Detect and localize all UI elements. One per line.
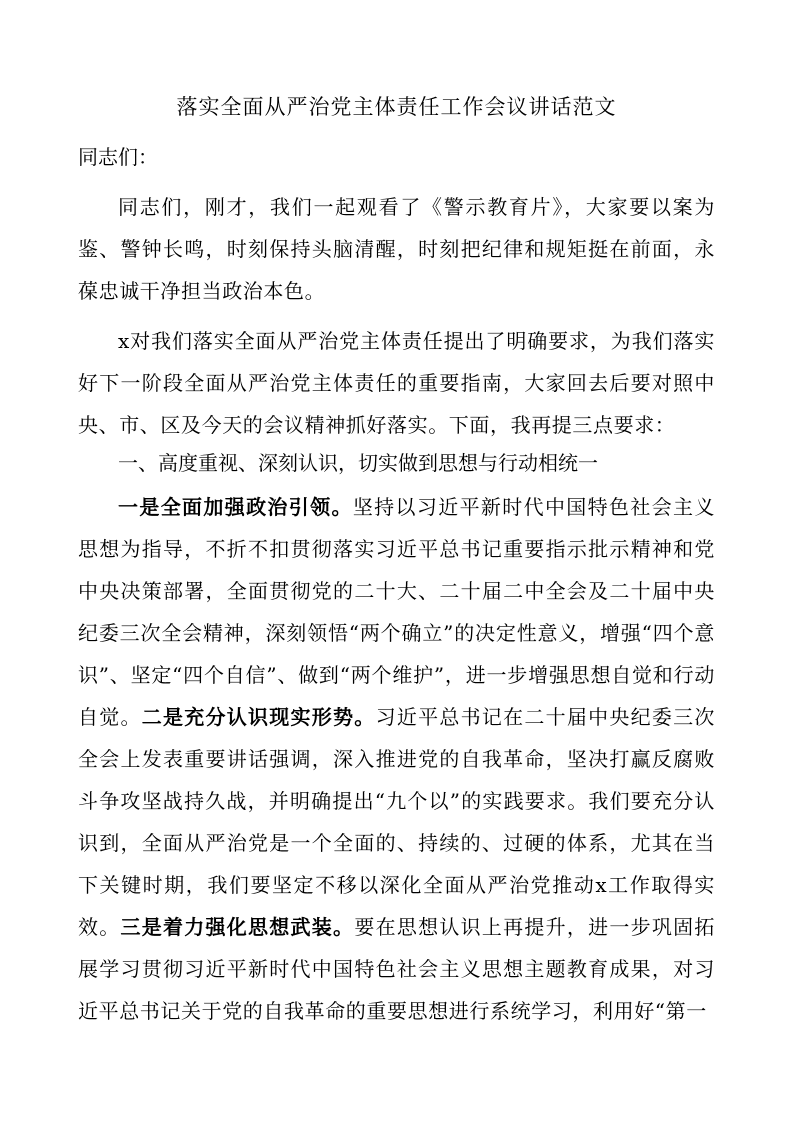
point-2-text: 习近平总书记在二十届中央纪委三次全会上发表重要讲话强调，深入推进党的自我革命，坚决打赢反腐败斗争攻坚战持久战，并明确提出“九个以”的实践要求。我们要充分认识到，全面从严治党是一个全面的、持续的、过硬的体系，尤其在当下关键时期，我们要坚定不移以深化全面从严治党推动x工作取得实效。 xyxy=(78,705,715,939)
point-1-text: 坚持以习近平新时代中国特色社会主义思想为指导，不折不扣贯彻落实习近平总书记重要指示批示精神和党中央决策部署，全面贯彻党的二十大、二十届二中全会及二十届中央纪委三次全会精神，深刻领悟“两个确立”的决定性意义，增强“四个意识”、坚定“四个自信”、做到“两个维护”，进一步增强思想自觉和行动自觉。 xyxy=(78,495,715,729)
point-2-title: 二是充分认识现实形势。 xyxy=(141,705,376,729)
document-title: 落实全面从严治党主体责任工作会议讲话范文 xyxy=(176,95,617,119)
paragraph-2: x对我们落实全面从严治党主体责任提出了明确要求，为我们落实好下一阶段全面从严治党主体责任的重要指南，大家回去后要对照中央、市、区及今天的会议精神抓好落实。下面，我再提三点要求： xyxy=(78,329,715,437)
point-1-title: 一是全面加强政治引领。 xyxy=(118,495,353,519)
point-3-text: 要在思想认识上再提升，进一步巩固拓展学习贯彻习近平新时代中国特色社会主义思想主题教育成果，对习近平总书记关于党的自我革命的重要思想进行系统学习，利用好“第一 xyxy=(78,915,716,1023)
paragraph-1: 同志们，刚才，我们一起观看了《警示教育片》，大家要以案为鉴、警钟长鸣，时刻保持头脑清醒，时刻把纪律和规矩挺在前面，永葆忠诚干净担当政治本色。 xyxy=(78,195,715,303)
salutation: 同志们： xyxy=(78,145,158,169)
point-3-title: 三是着力强化思想武装。 xyxy=(120,915,355,939)
paragraph-points xyxy=(78,486,715,1032)
section-heading-1: 一、高度重视、深刻认识，切实做到思想与行动相统一 xyxy=(118,451,598,475)
